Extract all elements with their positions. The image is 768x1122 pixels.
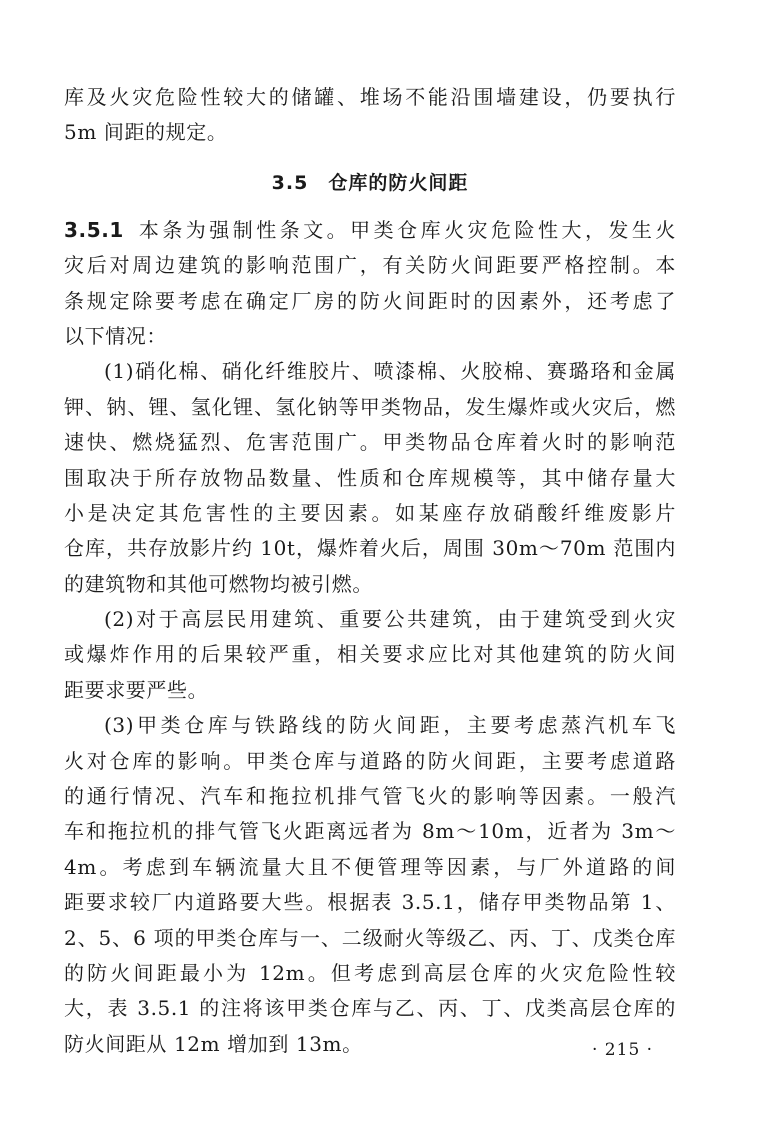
item-1-line: 的建筑物和其他可燃物均被引燃。 [64,571,373,596]
intro-line-2: 5m 间距的规定。 [64,120,228,145]
page-body [64,80,676,1062]
item-1-line: 钾、钠、锂、氢化锂、氢化钠等甲类物品，发生爆炸或火灾后，燃 [64,394,676,419]
item-1-line: 仓库，共存放影片约 10t，爆炸着火后，周围 30m～70m 范围内 [64,536,676,561]
item-1-first-line: (1)硝化棉、硝化纤维胶片、喷漆棉、火胶棉、赛璐珞和金属 [104,359,676,384]
item-3-line: 车和拖拉机的排气管飞火距离远者为 8m～10m，近者为 3m～ [64,819,676,844]
item-3-line: 2、5、6 项的甲类仓库与一、二级耐火等级乙、丙、丁、戊类仓库 [64,925,676,950]
clause-number: 3.5.1 [64,217,124,242]
clause-line: 条规定除要考虑在确定厂房的防火间距时的因素外，还考虑了 [64,288,676,313]
item-3-line: 4m。考虑到车辆流量大且不便管理等因素，与厂外道路的间 [64,854,676,879]
clause-line: 以下情况： [64,323,167,348]
item-2-line: 或爆炸作用的后果较严重，相关要求应比对其他建筑的防火间 [64,642,676,667]
page-number: · 215 · [592,1040,654,1060]
item-1-line: 小是决定其危害性的主要因素。如某座存放硝酸纤维废影片 [64,500,676,525]
clause-first-text: 本条为强制性条文。甲类仓库火灾危险性大，发生火 [135,217,676,242]
item-2-line: 距要求要严些。 [64,677,209,702]
clause-first-line [64,213,676,248]
item-1-line: 速快、燃烧猛烈、危害范围广。甲类物品仓库着火时的影响范 [64,430,676,455]
item-3-first-line: (3)甲类仓库与铁路线的防火间距，主要考虑蒸汽机车飞 [104,713,676,738]
section-title: 3.5 仓库的防火间距 [271,171,469,194]
item-1-line: 围取决于所存放物品数量、性质和仓库规模等，其中储存量大 [64,465,676,490]
clause-line: 灾后对周边建筑的影响范围广，有关防火间距要严格控制。本 [64,253,676,278]
intro-line-1: 库及火灾危险性较大的储罐、堆场不能沿围墙建设，仍要执行 [64,85,676,109]
item-3-line: 的通行情况、汽车和拖拉机排气管飞火的影响等因素。一般汽 [64,784,676,809]
item-2-first-line: (2)对于高层民用建筑、重要公共建筑，由于建筑受到火灾 [104,607,676,632]
item-3-line: 火对仓库的影响。甲类仓库与道路的防火间距，主要考虑道路 [64,748,676,773]
item-3-line: 大，表 3.5.1 的注将该甲类仓库与乙、丙、丁、戊类高层仓库的 [64,996,676,1021]
item-3-line: 距要求较厂内道路要大些。根据表 3.5.1，储存甲类物品第 1、 [64,890,676,915]
item-3-line: 的防火间距最小为 12m。但考虑到高层仓库的火灾危险性较 [64,960,676,985]
item-3-line: 防火间距从 12m 增加到 13m。 [64,1031,363,1056]
